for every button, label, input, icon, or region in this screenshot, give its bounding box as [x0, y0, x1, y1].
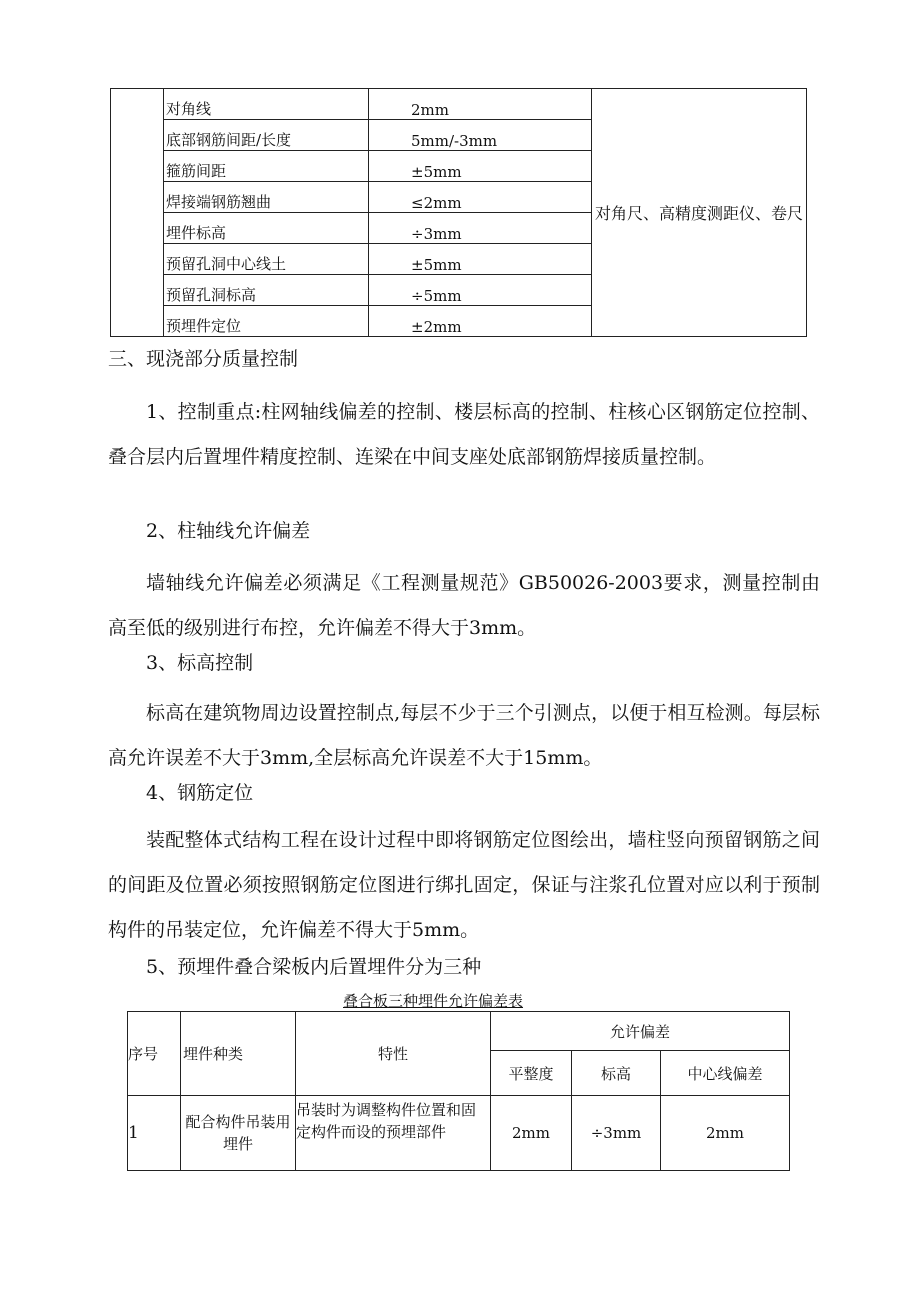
cell-type: 配合构件吊装用埋件	[181, 1096, 296, 1171]
value-cell: ±5mm	[369, 244, 592, 275]
paragraph-3: 标高在建筑物周边设置控制点,每层不少于三个引测点，以便于相互检测。每层标高允许误差不大于3mm,全层标高允许误差不大于15mm。	[108, 702, 820, 769]
value-cell: ±5mm	[369, 151, 592, 182]
header-flatness: 平整度	[491, 1051, 572, 1096]
value-cell: 5mm/-3mm	[369, 120, 592, 151]
cell-centerline: 2mm	[661, 1096, 790, 1171]
tool-cell: 对角尺、高精度测距仪、卷尺	[592, 89, 807, 337]
header-tolerance: 允许偏差	[491, 1012, 790, 1051]
value-cell: ±2mm	[369, 306, 592, 337]
tolerance-table	[110, 88, 807, 337]
table-row	[111, 89, 807, 120]
header-type: 埋件种类	[181, 1012, 296, 1096]
table-header-row	[128, 1012, 790, 1051]
paragraph-1: 1、控制重点:柱网轴线偏差的控制、楼层标高的控制、柱核心区钢筋定位控制、叠合层内后置埋件精度控制、连梁在中间支座处底部钢筋焊接质量控制。	[108, 401, 820, 468]
cell-flatness: 2mm	[491, 1096, 572, 1171]
cell-feature: 吊装时为调整构件位置和固定构件而设的预埋部件	[296, 1096, 491, 1171]
item-cell: 焊接端钢筋翘曲	[164, 182, 369, 213]
value-cell: ÷3mm	[369, 213, 592, 244]
header-elevation: 标高	[572, 1051, 661, 1096]
section-title: 三、现浇部分质量控制	[108, 348, 299, 370]
cell-elevation: ÷3mm	[572, 1096, 661, 1171]
header-feature: 特性	[296, 1012, 491, 1096]
item-cell: 埋件标高	[164, 213, 369, 244]
value-cell: ≤2mm	[369, 182, 592, 213]
item-cell: 底部钢筋间距/长度	[164, 120, 369, 151]
value-cell: ÷5mm	[369, 275, 592, 306]
header-no: 序号	[128, 1012, 181, 1096]
heading-3: 3、标高控制	[146, 652, 254, 674]
paragraph-2: 墙轴线允许偏差必须满足《工程测量规范》GB50026-2003要求，测量控制由高至低的级别进行布控，允许偏差不得大于3mm。	[108, 572, 820, 639]
heading-4: 4、钢筋定位	[146, 782, 254, 804]
item-cell: 箍筋间距	[164, 151, 369, 182]
item-cell: 对角线	[164, 89, 369, 120]
item-cell: 预埋件定位	[164, 306, 369, 337]
item-cell: 预留孔洞中心线土	[164, 244, 369, 275]
value-cell: 2mm	[369, 89, 592, 120]
heading-2: 2、柱轴线允许偏差	[146, 520, 311, 542]
table-row	[128, 1096, 790, 1171]
embed-tolerance-table	[127, 1011, 790, 1171]
header-centerline: 中心线偏差	[661, 1051, 790, 1096]
item-cell: 预留孔洞标高	[164, 275, 369, 306]
table-caption: 叠合板三种埋件允许偏差表	[343, 992, 524, 1010]
index-cell	[111, 89, 164, 337]
heading-5: 5、预埋件叠合梁板内后置埋件分为三种	[146, 956, 482, 978]
cell-no: 1	[128, 1096, 181, 1171]
paragraph-4: 装配整体式结构工程在设计过程中即将钢筋定位图绘出，墙柱竖向预留钢筋之间的间距及位置必须按照钢筋定位图进行绑扎固定，保证与注浆孔位置对应以利于预制构件的吊装定位，允许偏差不得大于5mm。	[108, 829, 820, 941]
